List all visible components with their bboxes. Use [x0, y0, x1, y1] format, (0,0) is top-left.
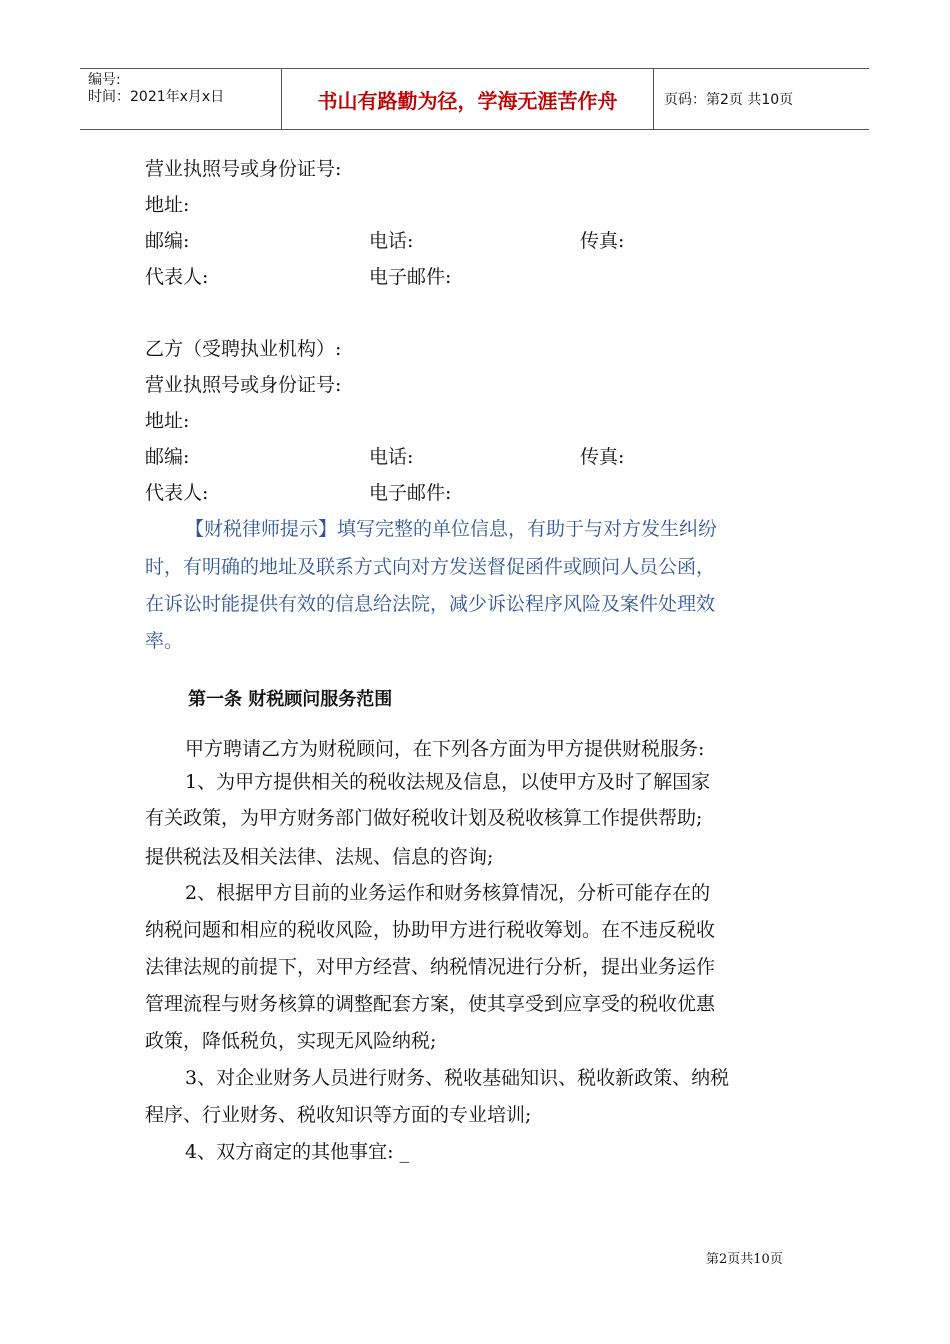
- party-b-address: 地址:: [145, 410, 190, 432]
- page-header: [80, 68, 869, 130]
- item-2-line-2: 纳税问题和相应的税收风险，协助甲方进行税收筹划。在不违反税收: [145, 919, 716, 941]
- party-a-license: 营业执照号或身份证号:: [145, 158, 342, 180]
- party-b-license: 营业执照号或身份证号:: [145, 374, 342, 396]
- item-2-line-5: 政策，降低税负，实现无风险纳税;: [145, 1030, 437, 1052]
- number-label: 编号:: [88, 72, 121, 88]
- item-4: 4、双方商定的其他事宜: _: [185, 1141, 410, 1163]
- page-footer: 第2页共10页: [706, 1252, 783, 1267]
- header-page-info: 页码：第2页 共10页: [664, 92, 794, 108]
- item-1-line-1: 1、为甲方提供相关的税收法规及信息，以使甲方及时了解国家: [185, 771, 711, 793]
- hint-line-2: 时，有明确的地址及联系方式向对方发送督促函件或顾问人员公函，: [145, 556, 716, 578]
- item-2-line-1: 2、根据甲方目前的业务运作和财务核算情况，分析可能存在的: [185, 882, 711, 904]
- header-meta: [80, 69, 282, 129]
- item-1-line-3: 提供税法及相关法律、法规、信息的咨询;: [145, 846, 494, 868]
- item-2-line-3: 法律法规的前提下，对甲方经营、纳税情况进行分析，提出业务运作: [145, 956, 716, 978]
- party-b-representative: 代表人:: [145, 482, 209, 504]
- hint-line-1: 【财税律师提示】填写完整的单位信息，有助于与对方发生纠纷: [185, 518, 718, 540]
- party-a-representative: 代表人:: [145, 266, 209, 288]
- party-a-postcode: 邮编:: [145, 230, 190, 252]
- party-b-phone: 电话:: [369, 446, 414, 468]
- party-a-fax: 传真:: [580, 230, 625, 252]
- party-b-email: 电子邮件:: [369, 482, 452, 504]
- party-a-address: 地址:: [145, 194, 190, 216]
- hint-line-4: 率。: [145, 630, 184, 652]
- party-b-fax: 传真:: [580, 446, 625, 468]
- party-b-title: 乙方（受聘执业机构）:: [145, 338, 342, 360]
- article-1-intro: 甲方聘请乙方为财税顾问，在下列各方面为甲方提供财税服务:: [185, 738, 705, 760]
- party-a-phone: 电话:: [369, 230, 414, 252]
- hint-line-3: 在诉讼时能提供有效的信息给法院，减少诉讼程序风险及案件处理效: [145, 593, 716, 615]
- party-b-postcode: 邮编:: [145, 446, 190, 468]
- party-a-email: 电子邮件:: [369, 266, 452, 288]
- item-3-line-1: 3、对企业财务人员进行财务、税收基础知识、税收新政策、纳税: [185, 1067, 730, 1089]
- article-1-title: 第一条 财税顾问服务范围: [188, 689, 393, 710]
- time-label: 时间：2021年x月x日: [88, 89, 225, 105]
- item-2-line-4: 管理流程与财务核算的调整配套方案，使其享受到应享受的税收优惠: [145, 993, 716, 1015]
- item-3-line-2: 程序、行业财务、税收知识等方面的专业培训;: [145, 1104, 532, 1126]
- header-motto: 书山有路勤为径，学海无涯苦作舟: [282, 69, 654, 129]
- item-1-line-2: 有关政策，为甲方财务部门做好税收计划及税收核算工作提供帮助;: [145, 807, 703, 829]
